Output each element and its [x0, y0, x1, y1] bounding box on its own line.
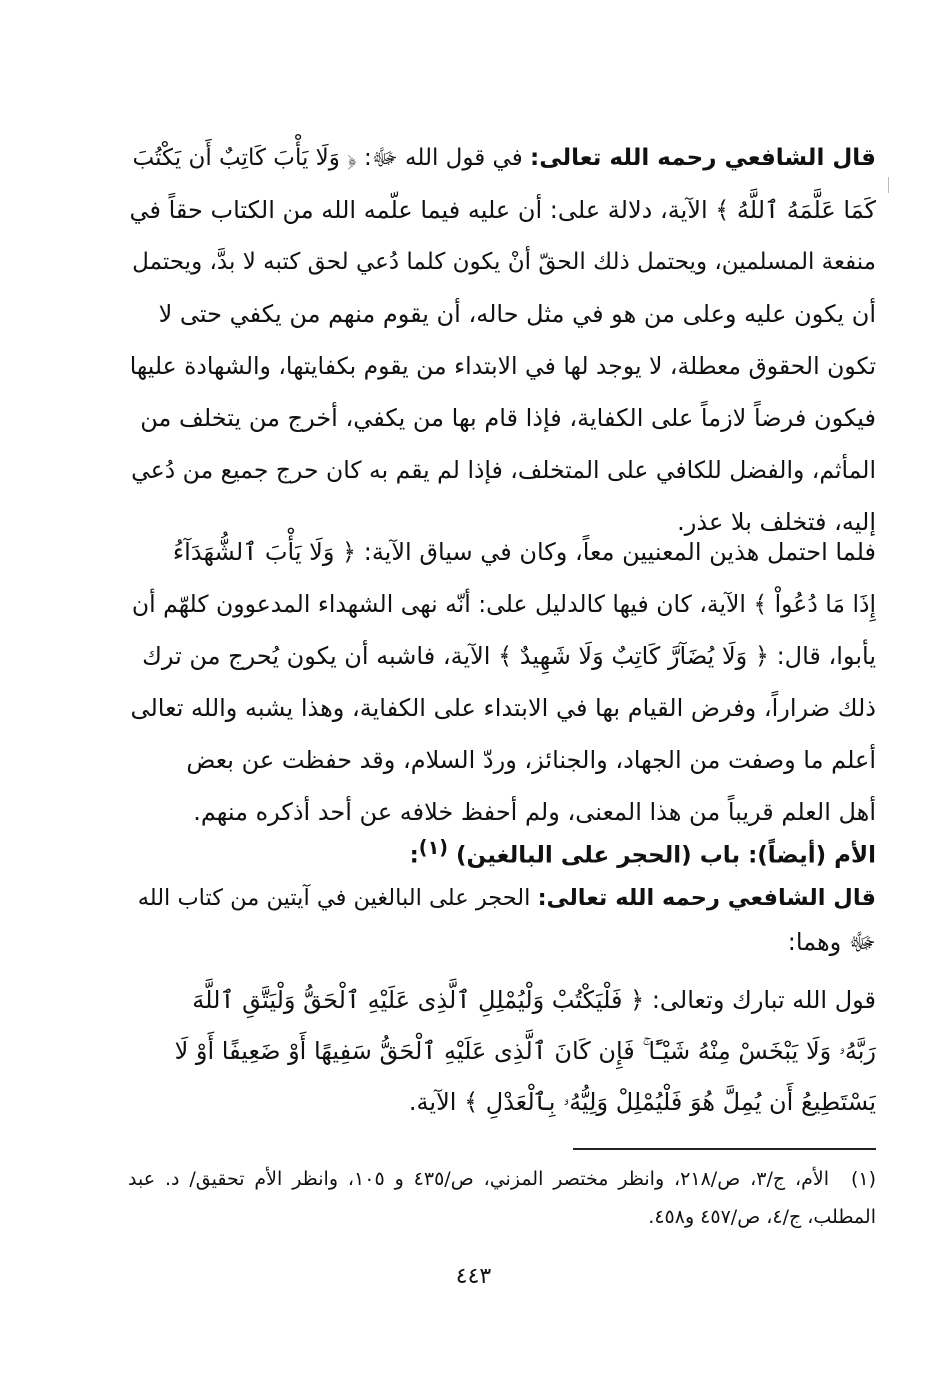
section-heading [128, 828, 876, 876]
footnote [128, 1160, 876, 1236]
paragraph-line: يأبوا، قال: ﴿ وَلَا يُضَآرَّ كَاتِبٌ وَلَا شَهِيدٌ ﴾ الآية، فاشبه أن يكون يُحرج من ترك [142, 642, 876, 670]
page-number: ٤٤٣ [455, 1264, 492, 1289]
paragraph-line: أن يكون عليه وعلى من هو في مثل حاله، أن يقوم منهم من يكفي حتى لا [158, 300, 876, 328]
paragraph-line: يَسْتَطِيعُ أَن يُمِلَّ هُوَ فَلْيُمْلِلْ وَلِيُّهُۥ بِٱلْعَدْلِ ﴾ الآية. [408, 1088, 876, 1116]
paragraph-line: المأثم، والفضل للكافي على المتخلف، فإذا لم يقم به كان حرج جميع من دُعي [131, 456, 876, 484]
paragraph-line: ذلك ضراراً، وفرض القيام بها في الابتداء على الكفاية، وهذا يشبه والله تعالى [130, 694, 876, 722]
footnote-reference: (١) [418, 836, 449, 859]
paragraph-lead: قال الشافعي رحمه الله تعالى: [530, 145, 876, 171]
paragraph-line: أهل العلم قريباً من هذا المعنى، ولم أحفظ خلافه عن أحد أذكره منهم. [193, 798, 876, 826]
paragraph-line: قول الله تبارك وتعالى: ﴿ فَلْيَكْتُبْ وَلْيُمْلِلِ ٱلَّذِى عَلَيْهِ ٱلْحَقُّ وَلْيَتَّقِ ٱللَّهَ [192, 986, 876, 1014]
paragraph-line: فلما احتمل هذين المعنيين معاً، وكان في سياق الآية: ﴿ وَلَا يَأْبَ ٱلشُّهَدَآءُ [172, 538, 876, 566]
paragraph-shafii-writing [128, 132, 876, 548]
paragraph-line: قال الشافعي رحمه الله تعالى: الحجر على البالغين في آيتين من كتاب الله [137, 885, 876, 911]
paragraph-line: إليه، فتخلف بلا عذر. [677, 508, 876, 536]
footnote-divider [573, 1148, 876, 1150]
footnote-marker: (١) [850, 1168, 877, 1190]
footnote-text: الأم، ج/٣، ص/٢١٨، وانظر مختصر المزني، ص/٤٣٥ و ١٠٥، وانظر الأم تحقيق/ د. عبد المطلب، ج/٤، ص/٤٥٧ و٤٥٨. [128, 1168, 876, 1228]
paragraph-line: منفعة المسلمين، ويحتمل ذلك الحقّ أنْ يكون كلما دُعي لحق كتبه لا بدَّ، ويحتمل [132, 249, 876, 275]
paragraph-witnesses [128, 526, 876, 838]
paragraph-quran-verse [128, 975, 876, 1128]
paragraph-interdiction [128, 876, 876, 964]
paragraph-line: كَمَا عَلَّمَهُ ٱللَّهُ ﴾ الآية، دلالة على: أن عليه فيما علّمه الله من الكتاب حقاً في [129, 196, 876, 224]
paragraph-line: أعلم ما وصفت من الجهاد، والجنائز، وردّ السلام، وقد حفظت عن بعض [186, 746, 876, 774]
paragraph-lead: قال الشافعي رحمه الله تعالى: [537, 885, 876, 911]
paragraph-line: رَبَّهُۥ وَلَا يَبْخَسْ مِنْهُ شَيْـًٔا ۚ فَإِن كَانَ ٱلَّذِى عَلَيْهِ ٱلْحَقُّ سَفِيهًا أَوْ ضَعِيفًا أَوْ لَا [174, 1037, 876, 1065]
paragraph-line: فيكون فرضاً لازماً على الكفاية، فإذا قام بها من يكفي، أخرج من يتخلف من [140, 404, 876, 432]
heading-colon: : [409, 842, 419, 869]
paragraph-line: تكون الحقوق معطلة، لا يوجد لها في الابتداء من يقوم بكفايتها، والشهادة عليها [129, 352, 876, 380]
paragraph-line: ﷻ وهما: [787, 928, 876, 956]
section-heading-text: الأم (أيضاً): باب (الحجر على البالغين) [456, 842, 876, 869]
paragraph-line: قال الشافعي رحمه الله تعالى: في قول الله ﷻ: ﴿ وَلَا يَأْبَ كَاتِبٌ أَن يَكْتُبَ [132, 145, 876, 171]
paragraph-line: إِذَا مَا دُعُواْ ﴾ الآية، كان فيها كالدليل على: أنّه نهى الشهداء المدعوون كلهّم أن [131, 590, 876, 618]
margin-mark [888, 177, 889, 193]
